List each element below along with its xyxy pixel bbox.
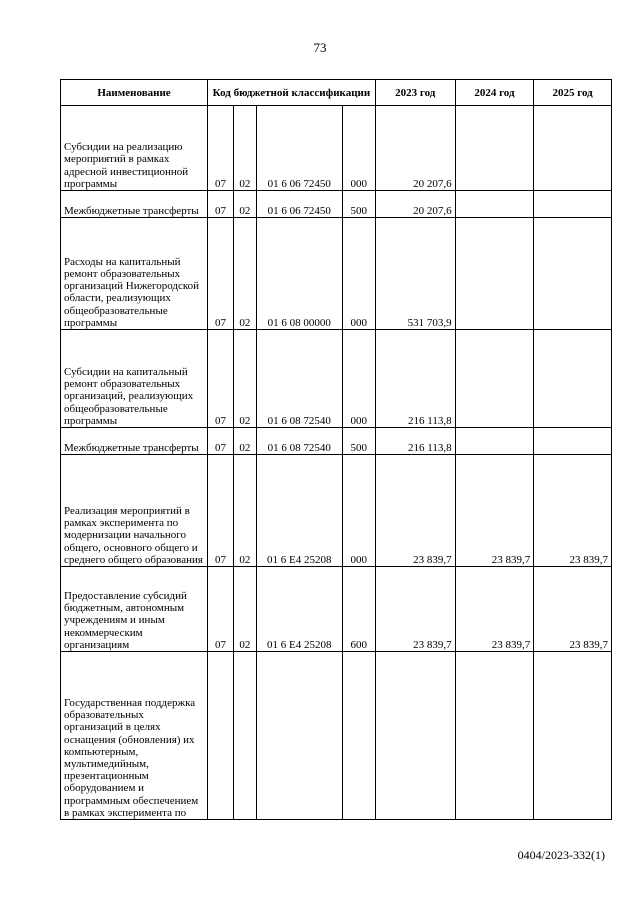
row-expense-type: 000 bbox=[342, 455, 375, 567]
header-2024: 2024 год bbox=[455, 80, 534, 106]
row-name: Государственная поддержка образовательных организаций в целях оснащения (обновления) их компьютерным, мультимедийным, презентационным оборудованием и программным обеспечением в рамках эксперимента по bbox=[61, 652, 208, 820]
row-section: 07 bbox=[208, 567, 234, 652]
row-subsection: 02 bbox=[233, 567, 256, 652]
row-value-2024 bbox=[455, 330, 534, 428]
row-name: Расходы на капитальный ремонт образовательных организаций Нижегородской области, реализующих общеобразовательные программы bbox=[61, 218, 208, 330]
row-expense-type: 000 bbox=[342, 218, 375, 330]
row-expense-type bbox=[342, 652, 375, 820]
row-name: Предоставление субсидий бюджетным, автономным учреждениям и иным некоммерческим организациям bbox=[61, 567, 208, 652]
row-expense-type: 500 bbox=[342, 428, 375, 455]
row-target-article: 01 6 06 72450 bbox=[256, 106, 342, 191]
row-name: Субсидии на реализацию мероприятий в рамках адресной инвестиционной программы bbox=[61, 106, 208, 191]
row-section: 07 bbox=[208, 428, 234, 455]
header-2023: 2023 год bbox=[375, 80, 455, 106]
row-name: Субсидии на капитальный ремонт образовательных организаций, реализующих общеобразовательные программы bbox=[61, 330, 208, 428]
table-row bbox=[61, 330, 612, 428]
row-subsection: 02 bbox=[233, 106, 256, 191]
table-row bbox=[61, 106, 612, 191]
row-value-2025 bbox=[534, 218, 612, 330]
row-value-2023: 216 113,8 bbox=[375, 330, 455, 428]
row-section: 07 bbox=[208, 330, 234, 428]
row-value-2025: 23 839,7 bbox=[534, 455, 612, 567]
row-target-article: 01 6 08 00000 bbox=[256, 218, 342, 330]
table-row bbox=[61, 218, 612, 330]
row-section: 07 bbox=[208, 218, 234, 330]
row-value-2024: 23 839,7 bbox=[455, 567, 534, 652]
row-target-article: 01 6 08 72540 bbox=[256, 330, 342, 428]
row-value-2023: 23 839,7 bbox=[375, 567, 455, 652]
row-expense-type: 600 bbox=[342, 567, 375, 652]
table-row bbox=[61, 652, 612, 820]
header-name: Наименование bbox=[61, 80, 208, 106]
header-2025: 2025 год bbox=[534, 80, 612, 106]
header-code: Код бюджетной классификации bbox=[208, 80, 376, 106]
row-expense-type: 000 bbox=[342, 330, 375, 428]
row-value-2024 bbox=[455, 218, 534, 330]
row-target-article bbox=[256, 652, 342, 820]
table-row bbox=[61, 428, 612, 455]
row-target-article: 01 6 E4 25208 bbox=[256, 567, 342, 652]
row-name: Реализация мероприятий в рамках эксперимента по модернизации начального общего, основного общего и среднего общего образования bbox=[61, 455, 208, 567]
row-section: 07 bbox=[208, 191, 234, 218]
row-value-2024: 23 839,7 bbox=[455, 455, 534, 567]
row-section bbox=[208, 652, 234, 820]
row-value-2025 bbox=[534, 106, 612, 191]
table-row bbox=[61, 567, 612, 652]
row-value-2025: 23 839,7 bbox=[534, 567, 612, 652]
row-value-2023: 20 207,6 bbox=[375, 191, 455, 218]
row-subsection bbox=[233, 652, 256, 820]
row-section: 07 bbox=[208, 106, 234, 191]
table-row bbox=[61, 455, 612, 567]
row-value-2025 bbox=[534, 191, 612, 218]
table-header-row bbox=[61, 80, 612, 106]
row-value-2025 bbox=[534, 428, 612, 455]
row-value-2024 bbox=[455, 191, 534, 218]
row-value-2023: 20 207,6 bbox=[375, 106, 455, 191]
row-target-article: 01 6 E4 25208 bbox=[256, 455, 342, 567]
row-subsection: 02 bbox=[233, 218, 256, 330]
row-value-2023 bbox=[375, 652, 455, 820]
row-value-2023: 23 839,7 bbox=[375, 455, 455, 567]
row-name: Межбюджетные трансферты bbox=[61, 428, 208, 455]
row-subsection: 02 bbox=[233, 191, 256, 218]
row-target-article: 01 6 08 72540 bbox=[256, 428, 342, 455]
row-name: Межбюджетные трансферты bbox=[61, 191, 208, 218]
row-target-article: 01 6 06 72450 bbox=[256, 191, 342, 218]
budget-table bbox=[60, 79, 612, 820]
document-code: 0404/2023-332(1) bbox=[517, 848, 605, 862]
row-value-2024 bbox=[455, 652, 534, 820]
row-value-2025 bbox=[534, 330, 612, 428]
row-subsection: 02 bbox=[233, 330, 256, 428]
row-value-2024 bbox=[455, 106, 534, 191]
row-subsection: 02 bbox=[233, 455, 256, 567]
row-subsection: 02 bbox=[233, 428, 256, 455]
row-value-2025 bbox=[534, 652, 612, 820]
table-row bbox=[61, 191, 612, 218]
page-number: 73 bbox=[313, 40, 327, 55]
row-value-2023: 531 703,9 bbox=[375, 218, 455, 330]
row-expense-type: 000 bbox=[342, 106, 375, 191]
row-value-2024 bbox=[455, 428, 534, 455]
row-expense-type: 500 bbox=[342, 191, 375, 218]
row-value-2023: 216 113,8 bbox=[375, 428, 455, 455]
row-section: 07 bbox=[208, 455, 234, 567]
